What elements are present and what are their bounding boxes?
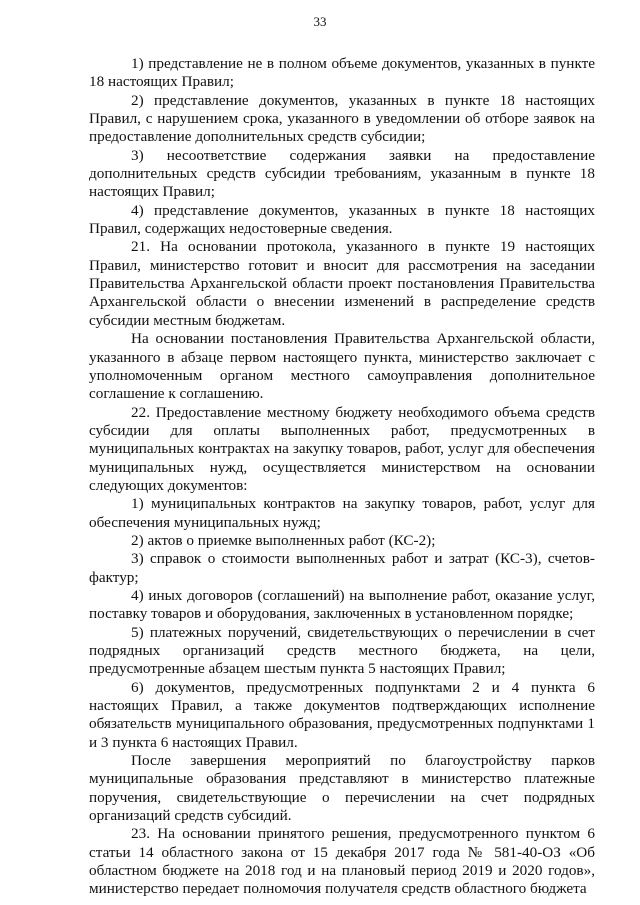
- page-number: 33: [313, 14, 327, 29]
- paragraph-22-item-5: 5) платежных поручений, свидетельствующих о перечислении в счет подрядных организаций средств местного бюджета, на цели, предусмотренные абзацем шестым пункта 5 настоящих Правил;: [89, 623, 595, 678]
- paragraph-22: 22. Предоставление местному бюджету необходимого объема средств субсидии для оплаты выполненных работ, предусмотренных в муниципальных контрактах на закупку товаров, работ, услуг для обеспечения муниципальных нужд, осуществляется министерством на основании следующих документов:: [89, 403, 595, 494]
- paragraph-item-2: 2) представление документов, указанных в пункте 18 настоящих Правил, с нарушением срока, указанного в уведомлении об отборе заявок на предоставление дополнительных средств субсидии;: [89, 91, 595, 146]
- paragraph-22-item-2: 2) актов о приемке выполненных работ (КС-2);: [131, 531, 436, 549]
- paragraph-22-item-6: 6) документов, предусмотренных подпунктами 2 и 4 пункта 6 настоящих Правил, а также документов подтверждающих исполнение обязательств муниципального образования, предусмотренных подпунктами 1 и 3 пункта 6 настоящих Правил.: [89, 678, 595, 751]
- paragraph-22-item-3: 3) справок о стоимости выполненных работ и затрат (КС-3), счетов-фактур;: [89, 550, 595, 586]
- paragraph-item-3: 3) несоответствие содержания заявки на предоставление дополнительных средств субсидии требованиям, указанным в пункте 18 настоящих Правил;: [89, 146, 595, 201]
- paragraph-21-second: На основании постановления Правительства Архангельской области, указанного в абзаце первом настоящего пункта, министерство заключает с уполномоченным органом местного самоуправления дополнительное соглашение к соглашению.: [89, 330, 595, 403]
- paragraph-21: 21. На основании протокола, указанного в пункте 19 настоящих Правил, министерство готовит и вносит для рассмотрения на заседании Правительства Архангельской области проект постановления Правительства Архангельской области о внесении изменений в распределение средств субсидии местным бюджетам.: [89, 238, 595, 329]
- paragraph-23: 23. На основании принятого решения, предусмотренного пунктом 6 статьи 14 областного закона от 15 декабря 2017 года № 581-40-ОЗ «Об областном бюджете на 2018 год и на плановый период 2019 и 2020 годов», министерство передает полномочия получателя средств областного бюджета: [89, 825, 595, 898]
- paragraph-22-item-4: 4) иных договоров (соглашений) на выполнение работ, оказание услуг, поставку товаров и оборудования, заключенных в установленном порядке;: [89, 586, 595, 623]
- paragraph-item-4: 4) представление документов, указанных в пункте 18 настоящих Правил, содержащих недостоверные сведения.: [89, 201, 595, 238]
- paragraph-item-1: 1) представление не в полном объеме документов, указанных в пункте 18 настоящих Правил;: [89, 55, 595, 91]
- document-body: [89, 55, 595, 899]
- paragraph-22-item-1: 1) муниципальных контрактов на закупку товаров, работ, услуг для обеспечения муниципальных нужд;: [89, 495, 595, 531]
- paragraph-22-closing: После завершения мероприятий по благоустройству парков муниципальные образования представляют в министерство платежные поручения, свидетельствующие о перечислении на счет подрядных организаций средств субсидий.: [89, 752, 595, 825]
